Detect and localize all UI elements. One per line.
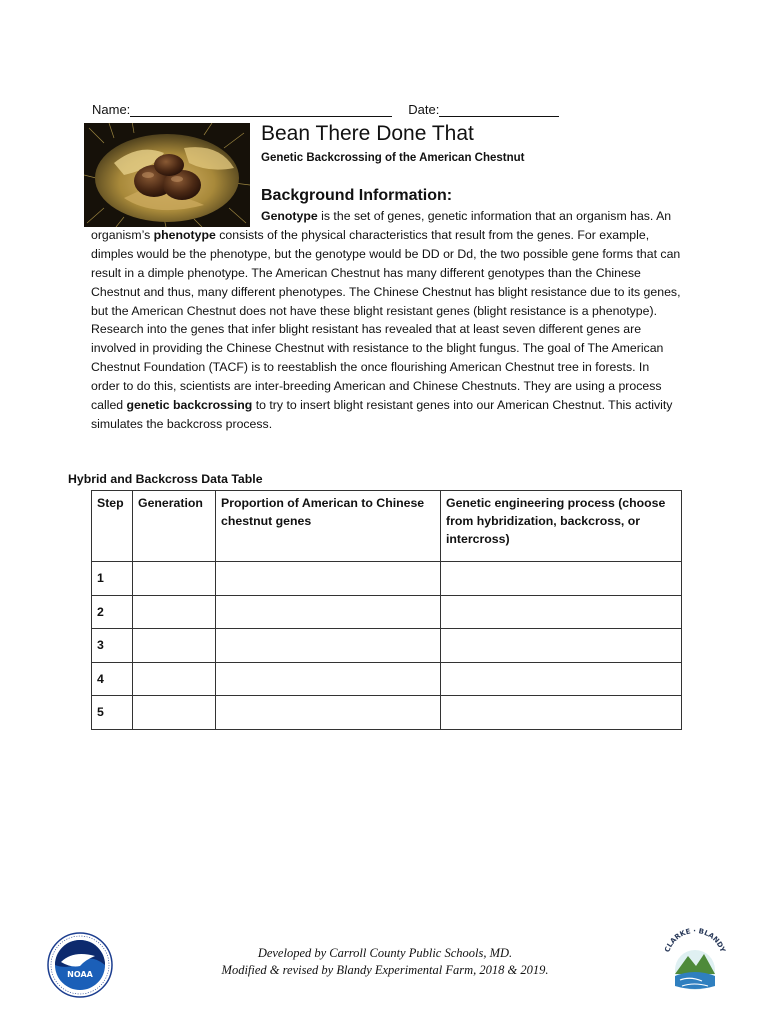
generation-cell[interactable]	[133, 696, 216, 730]
name-field[interactable]	[130, 102, 392, 117]
step-number: 1	[92, 562, 133, 596]
blandy-logo	[660, 924, 730, 996]
header-generation: Generation	[133, 491, 216, 562]
step-number: 3	[92, 629, 133, 663]
table-header-row	[92, 491, 682, 562]
proportion-cell[interactable]	[216, 662, 441, 696]
table-row	[92, 562, 682, 596]
step-number: 4	[92, 662, 133, 696]
genetic-backcrossing-term: genetic backcrossing	[126, 398, 253, 413]
noaa-logo	[47, 932, 113, 998]
data-table	[91, 490, 682, 730]
table-row	[92, 629, 682, 663]
proportion-cell[interactable]	[216, 562, 441, 596]
footer-line-2: Modified & revised by Blandy Experimental Farm, 2018 & 2019.	[221, 963, 549, 977]
table-row	[92, 595, 682, 629]
footer	[150, 945, 620, 979]
generation-cell[interactable]	[133, 595, 216, 629]
table-row	[92, 696, 682, 730]
header-proportion: Proportion of American to Chinese chestnut genes	[216, 491, 441, 562]
page-title: Bean There Done That	[261, 122, 474, 145]
generation-cell[interactable]	[133, 629, 216, 663]
noaa-logo-text: NOAA	[67, 970, 93, 979]
blandy-logo-text: CLARKE · BLANDY	[663, 926, 727, 954]
process-cell[interactable]	[441, 562, 682, 596]
proportion-cell[interactable]	[216, 629, 441, 663]
process-cell[interactable]	[441, 595, 682, 629]
phenotype-term: phenotype	[153, 227, 216, 242]
table-caption: Hybrid and Backcross Data Table	[68, 472, 263, 486]
step-number: 5	[92, 696, 133, 730]
page-subtitle: Genetic Backcrossing of the American Chestnut	[261, 152, 525, 164]
generation-cell[interactable]	[133, 662, 216, 696]
proportion-cell[interactable]	[216, 696, 441, 730]
header-step: Step	[92, 491, 133, 562]
header-process: Genetic engineering process (choose from hybridization, backcross, or intercross)	[441, 491, 682, 562]
background-paragraph: Genotype is the set of genes, genetic information that an organism has. An organism’s phenotype consists of the physical characteristics that result from the genes. For example, dimples would be the phenotype, but the genotype would be DD or Dd, the two possible gene forms that can result in a dimple phenotype. The American Chestnut has many different genotypes than the Chinese Chestnut and thus, many different phenotypes. The Chinese Chestnut has blight resistance due to its genes, but the American Chestnut does not have these blight resistant genes (blight resistance is a phenotype). Research into the genes that infer blight resistant has revealed that at least seven different genes are involved in providing the Chinese Chestnut with resistance to the blight fungus. The goal of The American Chestnut Foundation (TACF) is to reestablish the once flourishing American Chestnut tree in forests. In order to do this, scientists are inter-breeding American and Chinese Chestnuts. They are using a process called genetic backcrossing to try to insert blight resistant genes into our American Chestnut. This activity simulates the backcross process.	[91, 209, 681, 431]
process-cell[interactable]	[441, 629, 682, 663]
proportion-cell[interactable]	[216, 595, 441, 629]
date-field[interactable]	[439, 102, 559, 117]
step-number: 2	[92, 595, 133, 629]
footer-line-1: Developed by Carroll County Public Schools, MD.	[257, 946, 513, 960]
process-cell[interactable]	[441, 696, 682, 730]
process-cell[interactable]	[441, 662, 682, 696]
name-date-line	[92, 102, 559, 117]
genotype-term: Genotype	[261, 209, 318, 223]
table-row	[92, 662, 682, 696]
name-label: Name:	[92, 102, 131, 117]
generation-cell[interactable]	[133, 562, 216, 596]
date-label: Date:	[408, 102, 440, 117]
background-heading: Background Information:	[261, 187, 453, 204]
